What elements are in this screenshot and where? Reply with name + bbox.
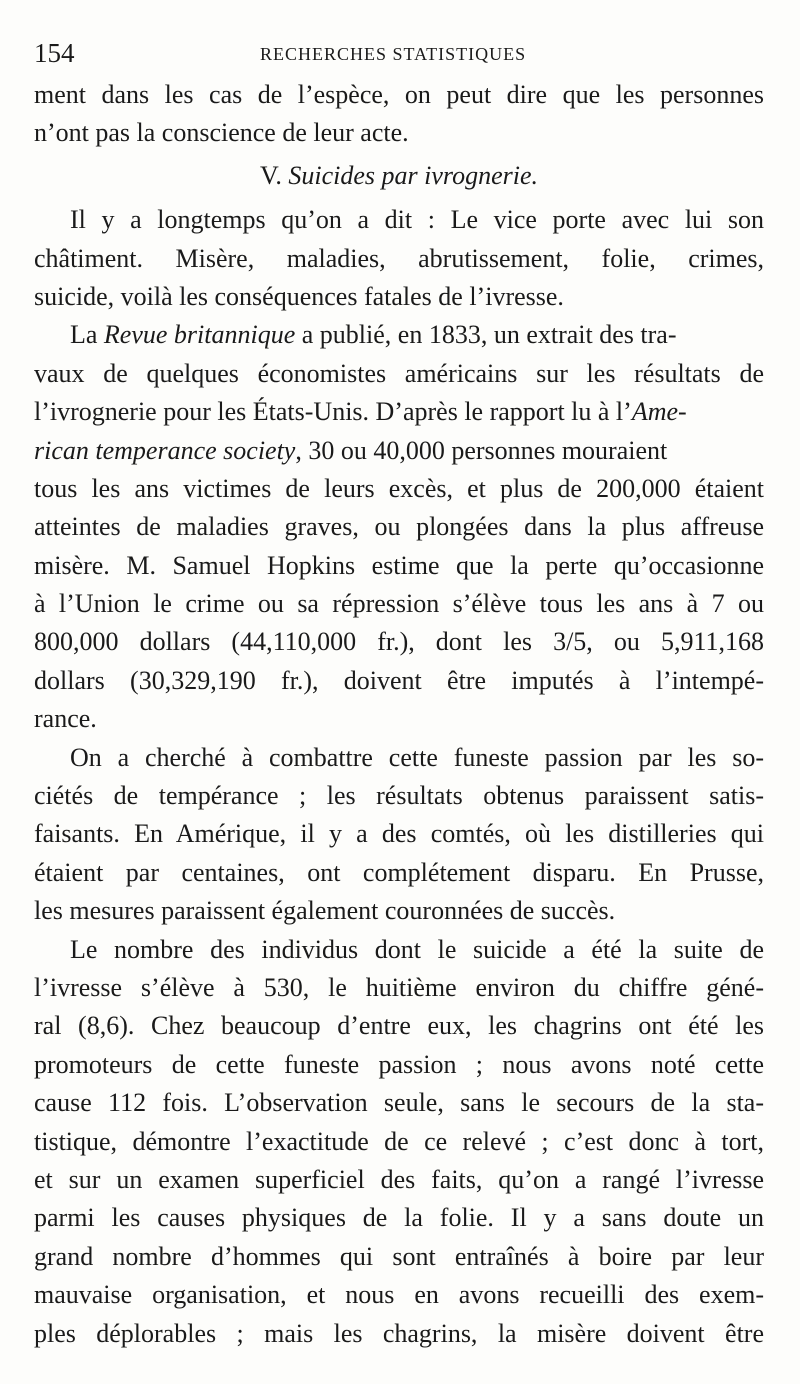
text-line: Le nombre des individus dont le suicide a été la suite de (70, 934, 764, 964)
text-line: ples déplorables ; mais les chagrins, la misère doivent être (34, 1318, 764, 1348)
text-line: à l’Union le crime ou sa répression s’élève tous les ans à 7 ou (34, 589, 764, 619)
text-line: Il y a longtemps qu’on a dit : Le vice porte avec lui son (70, 205, 764, 235)
page-number: 154 (34, 38, 75, 68)
journal-title: Revue britannique (103, 320, 296, 350)
text-line: vaux de quelques économistes américains sur les résultats de (34, 358, 764, 388)
text-line: faisants. En Amérique, il y a des comtés, où les distilleries qui (34, 819, 764, 849)
running-head (34, 38, 754, 72)
society-name: rican temperance society (34, 435, 296, 465)
text-line: les mesures paraissent également couronnées de succès. (34, 896, 616, 926)
text-line: dollars (30,329,190 fr.), doivent être imputés à l’intempé- (34, 665, 764, 695)
text-line: ral (8,6). Chez beaucoup d’entre eux, les chagrins ont été les (34, 1011, 764, 1041)
text-line: On a cherché à combattre cette funeste passion par les so- (70, 742, 764, 772)
text-line: misère. M. Samuel Hopkins estime que la perte qu’occasionne (34, 550, 764, 580)
text-line: tous les ans victimes de leurs excès, et plus de 200,000 étaient (34, 473, 764, 503)
text-line: et sur un examen superficiel des faits, qu’on a rangé l’ivresse (34, 1164, 764, 1194)
text-line: 800,000 dollars (44,110,000 fr.), dont les 3/5, ou 5,911,168 (34, 627, 764, 657)
text-line: ciétés de tempérance ; les résultats obtenus paraissent satis- (34, 781, 764, 811)
text-line: l’ivrognerie pour les États-Unis. D’après le rapport lu à l’ Ame- (34, 397, 687, 427)
text-line: mauvaise organisation, et nous en avons recueilli des exem- (34, 1280, 764, 1310)
text-line: promoteurs de cette funeste passion ; nous avons noté cette (34, 1049, 764, 1079)
text-line: l’ivresse s’élève à 530, le huitième environ du chiffre géné- (34, 972, 764, 1002)
text-line: atteintes de maladies graves, ou plongées dans la plus affreuse (34, 512, 764, 542)
body-text (34, 76, 764, 1353)
text-line: ment dans les cas de l’espèce, on peut dire que les personnes (34, 80, 764, 109)
section-number: V. (259, 160, 282, 190)
text-line: suicide, voilà les conséquences fatales de l’ivresse. (34, 281, 564, 311)
text-line: cause 112 fois. L’observation seule, sans le secours de la sta- (34, 1088, 764, 1118)
text-line: grand nombre d’hommes qui sont entraînés à boire par leur (34, 1241, 764, 1271)
text-line: La Revue britannique a publié, en 1833, un extrait des tra- (34, 316, 764, 354)
text-line: parmi les causes physiques de la folie. Il y a sans doute un (34, 1203, 764, 1233)
running-title: RECHERCHES STATISTIQUES (260, 44, 527, 64)
section-heading (34, 157, 764, 195)
text-line: n’ont pas la conscience de leur acte. (34, 118, 409, 148)
section-title: Suicides par ivrognerie. (288, 160, 539, 190)
text-line: tistique, démontre l’exactitude de ce relevé ; c’est donc à tort, (34, 1126, 764, 1156)
text-line: étaient par centaines, ont complétement disparu. En Prusse, (34, 857, 764, 887)
text-line: rance. (34, 704, 97, 734)
text-line: châtiment. Misère, maladies, abrutissement, folie, crimes, (34, 243, 764, 273)
text-line: rican temperance society , 30 ou 40,000 personnes mouraient (34, 432, 764, 470)
